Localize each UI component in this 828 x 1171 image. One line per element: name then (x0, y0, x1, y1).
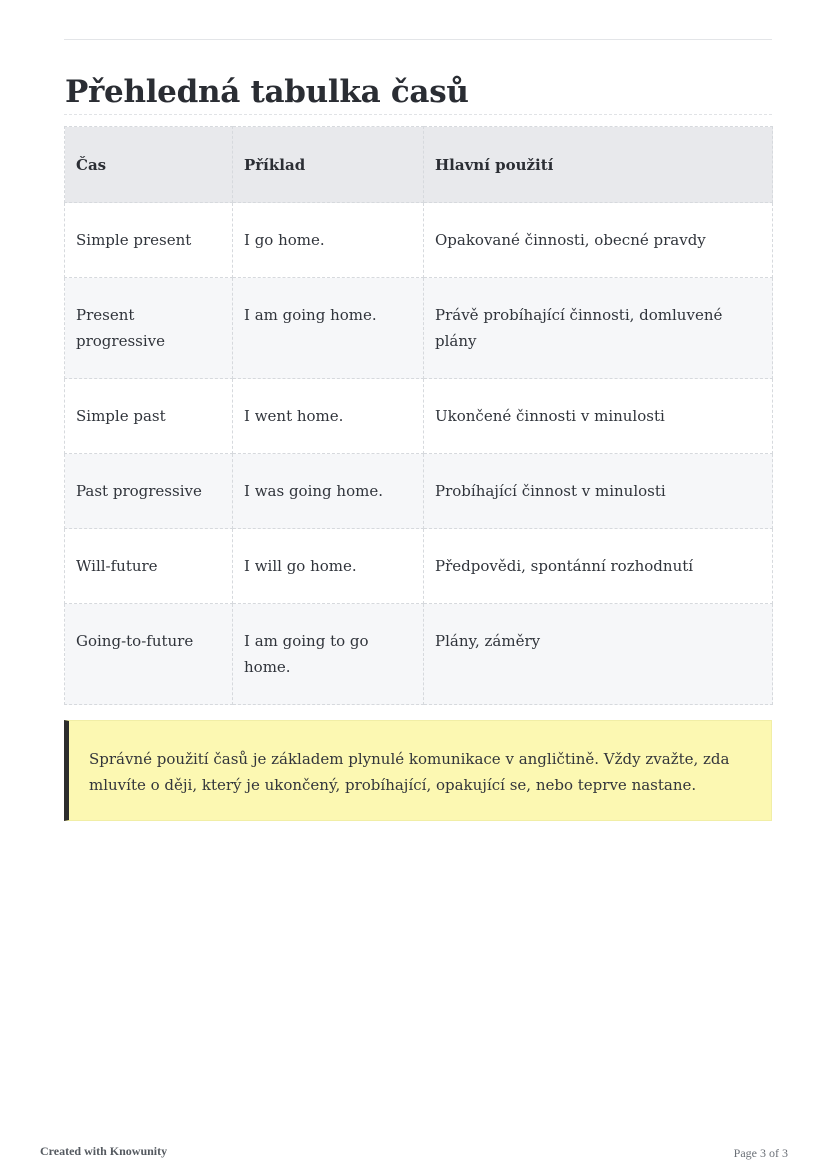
table-row (65, 604, 773, 705)
table-row (65, 203, 773, 278)
table-header-row (65, 127, 773, 203)
cell-usage: Opakované činnosti, obecné pravdy (424, 203, 773, 278)
top-divider (64, 39, 772, 40)
cell-tense: Past progressive (65, 454, 233, 529)
cell-tense: Simple past (65, 379, 233, 454)
cell-usage: Probíhající činnost v minulosti (424, 454, 773, 529)
tenses-table (64, 126, 773, 705)
footer-credit: Created with Knowunity (40, 1144, 168, 1158)
note-text: Správné použití časů je základem plynulé komunikace v angličtině. Vždy zvažte, zda mluvíte o ději, který je ukončený, probíhající, opakující se, nebo teprve nastane. (89, 750, 730, 794)
cell-example: I was going home. (233, 454, 424, 529)
cell-tense: Present progressive (65, 278, 233, 379)
column-header-example: Příklad (233, 127, 424, 203)
cell-usage: Právě probíhající činnosti, domluvené plány (424, 278, 773, 379)
table-row (65, 379, 773, 454)
title-divider (64, 114, 772, 115)
highlight-note (64, 720, 772, 821)
cell-example: I am going to go home. (233, 604, 424, 705)
table-header (65, 127, 773, 203)
table-body (65, 203, 773, 705)
cell-example: I will go home. (233, 529, 424, 604)
cell-example: I went home. (233, 379, 424, 454)
cell-usage: Předpovědi, spontánní rozhodnutí (424, 529, 773, 604)
column-header-tense: Čas (65, 127, 233, 203)
cell-usage: Plány, záměry (424, 604, 773, 705)
cell-usage: Ukončené činnosti v minulosti (424, 379, 773, 454)
page-title: Přehledná tabulka časů (65, 74, 469, 110)
table-row (65, 529, 773, 604)
column-header-usage: Hlavní použití (424, 127, 773, 203)
table-row (65, 278, 773, 379)
cell-example: I am going home. (233, 278, 424, 379)
page-number: Page 3 of 3 (733, 1146, 788, 1160)
cell-tense: Simple present (65, 203, 233, 278)
table-row (65, 454, 773, 529)
cell-tense: Will-future (65, 529, 233, 604)
cell-example: I go home. (233, 203, 424, 278)
cell-tense: Going-to-future (65, 604, 233, 705)
